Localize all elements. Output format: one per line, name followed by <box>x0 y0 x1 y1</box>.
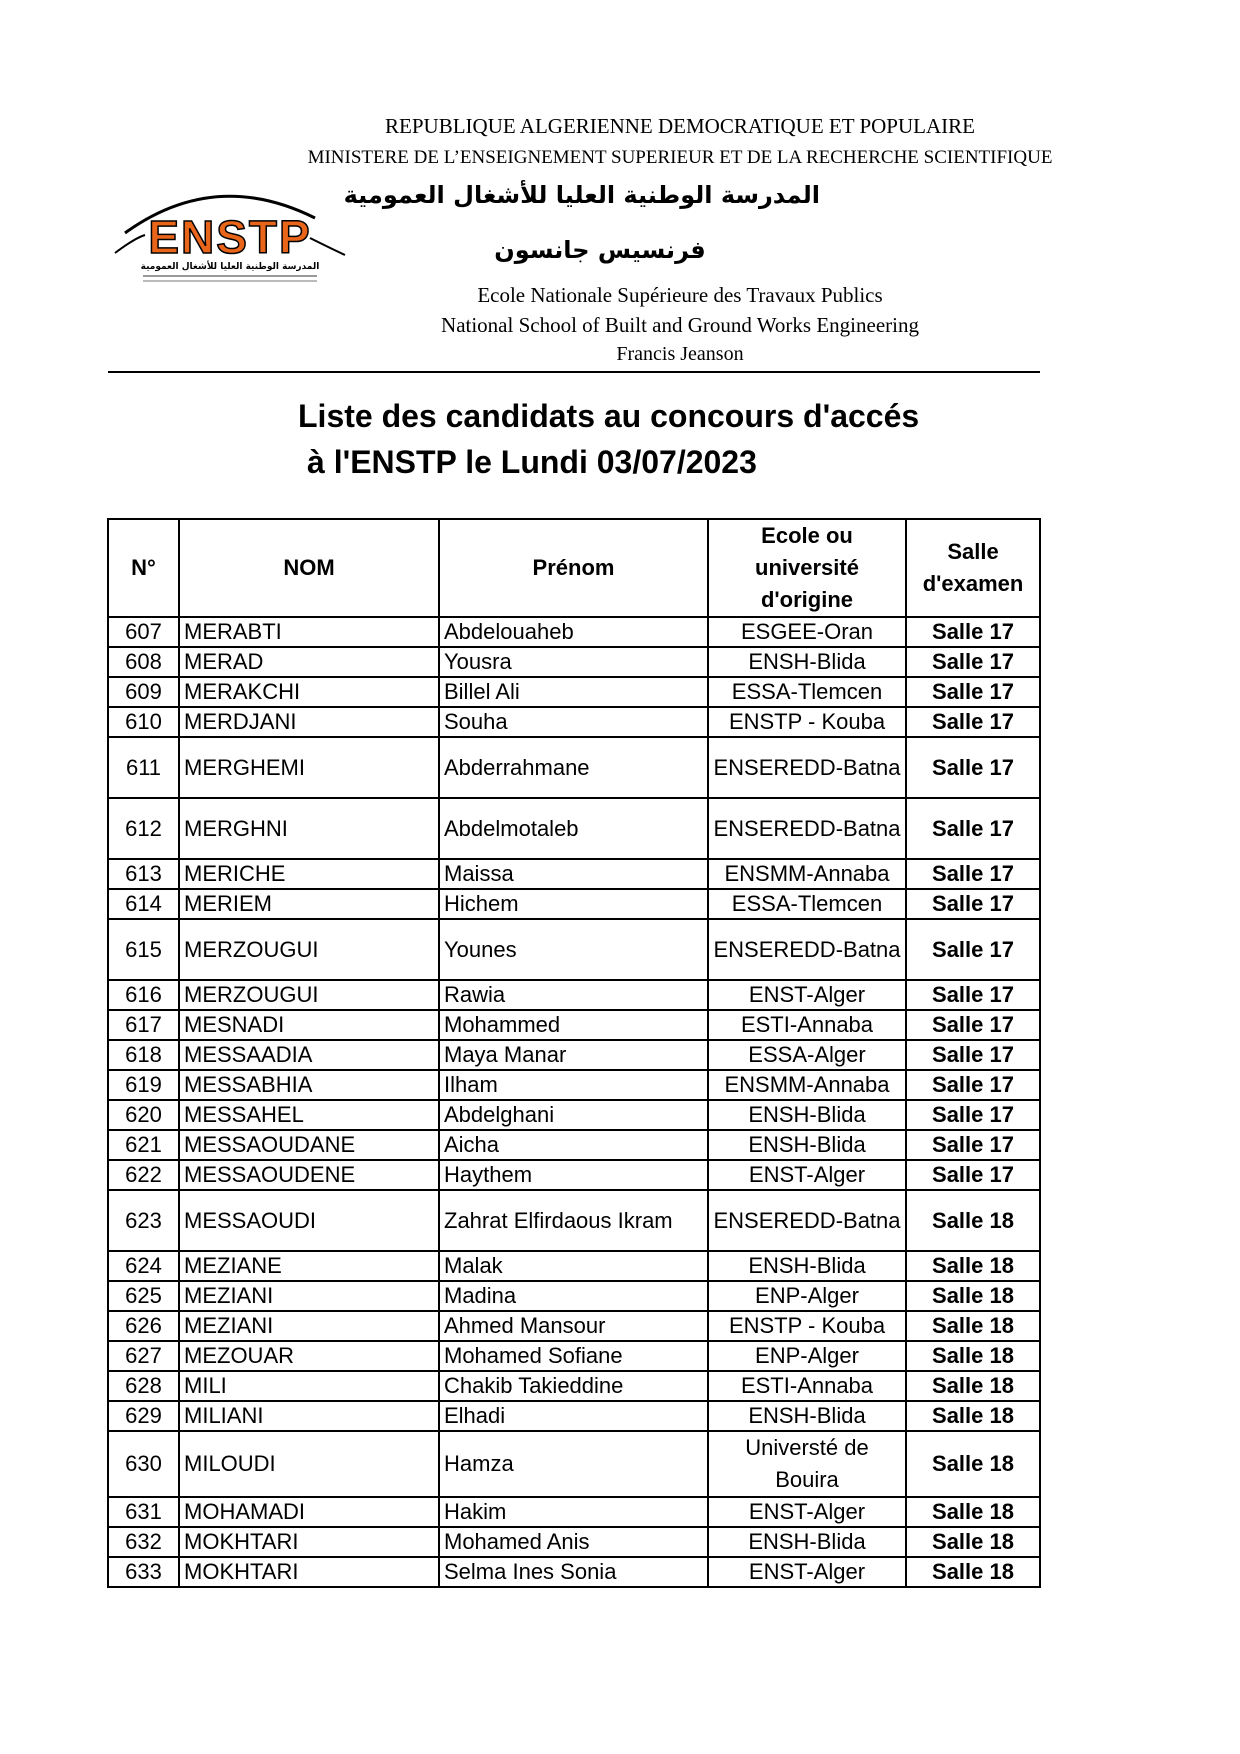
cell-nom: MERAD <box>179 647 439 677</box>
cell-prenom: Selma Ines Sonia <box>439 1557 708 1587</box>
cell-nom: MERABTI <box>179 617 439 647</box>
english-school-name: National School of Built and Ground Works Engineering <box>441 313 919 337</box>
cell-salle: Salle 17 <box>906 1070 1040 1100</box>
cell-salle: Salle 18 <box>906 1251 1040 1281</box>
cell-salle: Salle 18 <box>906 1311 1040 1341</box>
header-prenom: Prénom <box>439 519 708 617</box>
document-title-line2: à l'ENSTP le Lundi 03/07/2023 <box>307 444 757 480</box>
cell-salle: Salle 17 <box>906 617 1040 647</box>
cell-nom: MERGHNI <box>179 798 439 859</box>
table-row <box>108 707 1040 737</box>
cell-ecole: ENST-Alger <box>708 980 906 1010</box>
cell-num: 609 <box>108 677 179 707</box>
cell-ecole: ENST-Alger <box>708 1557 906 1587</box>
table-row <box>108 1160 1040 1190</box>
cell-ecole: ESTI-Annaba <box>708 1371 906 1401</box>
cell-num: 631 <box>108 1497 179 1527</box>
cell-nom: MOKHTARI <box>179 1557 439 1587</box>
cell-prenom: Aicha <box>439 1130 708 1160</box>
table-row <box>108 617 1040 647</box>
logo-wordmark: ENSTP <box>148 211 312 263</box>
cell-ecole: ENSTP - Kouba <box>708 1311 906 1341</box>
cell-salle: Salle 18 <box>906 1527 1040 1557</box>
candidates-table <box>107 518 1041 1588</box>
cell-salle: Salle 17 <box>906 798 1040 859</box>
cell-ecole: Universté de Bouira <box>708 1431 906 1497</box>
cell-num: 624 <box>108 1251 179 1281</box>
cell-prenom: Maya Manar <box>439 1040 708 1070</box>
cell-salle: Salle 18 <box>906 1281 1040 1311</box>
cell-nom: MESSAHEL <box>179 1100 439 1130</box>
cell-salle: Salle 18 <box>906 1190 1040 1251</box>
cell-prenom: Mohammed <box>439 1010 708 1040</box>
table-header-row <box>108 519 1040 617</box>
cell-num: 629 <box>108 1401 179 1431</box>
cell-nom: MILOUDI <box>179 1431 439 1497</box>
cell-num: 623 <box>108 1190 179 1251</box>
header-num: N° <box>108 519 179 617</box>
cell-num: 612 <box>108 798 179 859</box>
cell-ecole: ENP-Alger <box>708 1281 906 1311</box>
cell-nom: MOKHTARI <box>179 1527 439 1557</box>
logo-arabic-caption: المدرسة الوطنية العليا للأشغال العمومية <box>140 262 320 272</box>
cell-salle: Salle 18 <box>906 1371 1040 1401</box>
cell-num: 625 <box>108 1281 179 1311</box>
cell-nom: MESNADI <box>179 1010 439 1040</box>
cell-prenom: Elhadi <box>439 1401 708 1431</box>
cell-ecole: ENSEREDD-Batna <box>708 919 906 980</box>
table-row <box>108 919 1040 980</box>
header-divider <box>108 371 1040 373</box>
francis-jeanson-label: Francis Jeanson <box>616 343 744 365</box>
table-row <box>108 1557 1040 1587</box>
cell-prenom: Abdelouaheb <box>439 617 708 647</box>
cell-num: 626 <box>108 1311 179 1341</box>
cell-prenom: Younes <box>439 919 708 980</box>
table-row <box>108 1070 1040 1100</box>
cell-nom: MERICHE <box>179 859 439 889</box>
table-row <box>108 1040 1040 1070</box>
cell-nom: MERGHEMI <box>179 737 439 798</box>
cell-num: 617 <box>108 1010 179 1040</box>
cell-ecole: ENSH-Blida <box>708 1527 906 1557</box>
cell-salle: Salle 18 <box>906 1341 1040 1371</box>
table-row <box>108 1431 1040 1497</box>
cell-num: 633 <box>108 1557 179 1587</box>
cell-salle: Salle 17 <box>906 919 1040 980</box>
table-row <box>108 647 1040 677</box>
table-row <box>108 889 1040 919</box>
table-row <box>108 798 1040 859</box>
cell-ecole: ESSA-Tlemcen <box>708 889 906 919</box>
cell-prenom: Yousra <box>439 647 708 677</box>
table-row <box>108 1401 1040 1431</box>
cell-num: 630 <box>108 1431 179 1497</box>
cell-ecole: ENST-Alger <box>708 1497 906 1527</box>
cell-prenom: Hichem <box>439 889 708 919</box>
cell-prenom: Billel Ali <box>439 677 708 707</box>
header-nom: NOM <box>179 519 439 617</box>
cell-ecole: ESTI-Annaba <box>708 1010 906 1040</box>
table-row <box>108 980 1040 1010</box>
cell-num: 607 <box>108 617 179 647</box>
cell-nom: MESSAOUDENE <box>179 1160 439 1190</box>
cell-ecole: ENSEREDD-Batna <box>708 737 906 798</box>
cell-salle: Salle 17 <box>906 980 1040 1010</box>
table-row <box>108 1371 1040 1401</box>
cell-salle: Salle 17 <box>906 1100 1040 1130</box>
cell-prenom: Mohamed Sofiane <box>439 1341 708 1371</box>
cell-salle: Salle 17 <box>906 677 1040 707</box>
table-row <box>108 1100 1040 1130</box>
cell-prenom: Malak <box>439 1251 708 1281</box>
cell-prenom: Abdelghani <box>439 1100 708 1130</box>
cell-salle: Salle 17 <box>906 737 1040 798</box>
document-title-line1: Liste des candidats au concours d'accés <box>298 398 920 434</box>
ministry-heading: MINISTERE DE L’ENSEIGNEMENT SUPERIEUR ET DE LA RECHERCHE SCIENTIFIQUE <box>307 147 1053 168</box>
cell-salle: Salle 18 <box>906 1401 1040 1431</box>
table-row <box>108 737 1040 798</box>
cell-ecole: ENSH-Blida <box>708 647 906 677</box>
cell-num: 608 <box>108 647 179 677</box>
cell-num: 611 <box>108 737 179 798</box>
cell-ecole: ENSTP - Kouba <box>708 707 906 737</box>
cell-salle: Salle 17 <box>906 859 1040 889</box>
cell-num: 614 <box>108 889 179 919</box>
cell-nom: MILIANI <box>179 1401 439 1431</box>
cell-prenom: Rawia <box>439 980 708 1010</box>
cell-ecole: ENSH-Blida <box>708 1100 906 1130</box>
table-row <box>108 1341 1040 1371</box>
table-row <box>108 859 1040 889</box>
cell-prenom: Abdelmotaleb <box>439 798 708 859</box>
cell-prenom: Chakib Takieddine <box>439 1371 708 1401</box>
cell-salle: Salle 17 <box>906 1130 1040 1160</box>
arabic-francis-jeanson: فرنسيس جانسون <box>494 236 706 264</box>
cell-nom: MESSAOUDANE <box>179 1130 439 1160</box>
cell-prenom: Haythem <box>439 1160 708 1190</box>
table-row <box>108 1497 1040 1527</box>
header-ecole: Ecole ou université d'origine <box>708 519 906 617</box>
cell-salle: Salle 18 <box>906 1431 1040 1497</box>
cell-salle: Salle 17 <box>906 707 1040 737</box>
table-row <box>108 1311 1040 1341</box>
cell-num: 621 <box>108 1130 179 1160</box>
cell-prenom: Hamza <box>439 1431 708 1497</box>
cell-ecole: ENST-Alger <box>708 1160 906 1190</box>
cell-num: 613 <box>108 859 179 889</box>
cell-prenom: Hakim <box>439 1497 708 1527</box>
cell-ecole: ENSH-Blida <box>708 1251 906 1281</box>
cell-ecole: ENSEREDD-Batna <box>708 798 906 859</box>
cell-num: 616 <box>108 980 179 1010</box>
cell-num: 622 <box>108 1160 179 1190</box>
cell-prenom: Maissa <box>439 859 708 889</box>
cell-ecole: ENSH-Blida <box>708 1130 906 1160</box>
cell-nom: MESSABHIA <box>179 1070 439 1100</box>
arabic-school-name: المدرسة الوطنية العليا للأشغال العمومية <box>343 181 820 209</box>
cell-nom: MEZOUAR <box>179 1341 439 1371</box>
cell-nom: MERZOUGUI <box>179 919 439 980</box>
cell-num: 618 <box>108 1040 179 1070</box>
cell-num: 620 <box>108 1100 179 1130</box>
cell-nom: MESSAOUDI <box>179 1190 439 1251</box>
cell-num: 619 <box>108 1070 179 1100</box>
table-row <box>108 1010 1040 1040</box>
cell-nom: MEZIANI <box>179 1281 439 1311</box>
table-row <box>108 1281 1040 1311</box>
republic-heading: REPUBLIQUE ALGERIENNE DEMOCRATIQUE ET POPULAIRE <box>385 114 975 138</box>
cell-prenom: Ilham <box>439 1070 708 1100</box>
table-row <box>108 1527 1040 1557</box>
cell-num: 610 <box>108 707 179 737</box>
cell-nom: MEZIANE <box>179 1251 439 1281</box>
cell-salle: Salle 17 <box>906 1040 1040 1070</box>
cell-salle: Salle 18 <box>906 1557 1040 1587</box>
cell-num: 627 <box>108 1341 179 1371</box>
cell-num: 628 <box>108 1371 179 1401</box>
cell-prenom: Mohamed Anis <box>439 1527 708 1557</box>
cell-nom: MERDJANI <box>179 707 439 737</box>
cell-num: 615 <box>108 919 179 980</box>
cell-num: 632 <box>108 1527 179 1557</box>
cell-nom: MERIEM <box>179 889 439 919</box>
cell-prenom: Ahmed Mansour <box>439 1311 708 1341</box>
table-body <box>108 617 1040 1587</box>
cell-nom: MESSAADIA <box>179 1040 439 1070</box>
cell-salle: Salle 17 <box>906 647 1040 677</box>
table-row <box>108 1130 1040 1160</box>
cell-nom: MERZOUGUI <box>179 980 439 1010</box>
cell-ecole: ESSA-Tlemcen <box>708 677 906 707</box>
table-row <box>108 1190 1040 1251</box>
cell-ecole: ENSMM-Annaba <box>708 859 906 889</box>
table-row <box>108 1251 1040 1281</box>
cell-salle: Salle 17 <box>906 1160 1040 1190</box>
cell-prenom: Abderrahmane <box>439 737 708 798</box>
cell-ecole: ENP-Alger <box>708 1341 906 1371</box>
french-school-name: Ecole Nationale Supérieure des Travaux Publics <box>477 283 883 307</box>
cell-ecole: ENSH-Blida <box>708 1401 906 1431</box>
cell-ecole: ESSA-Alger <box>708 1040 906 1070</box>
cell-salle: Salle 17 <box>906 889 1040 919</box>
cell-nom: MEZIANI <box>179 1311 439 1341</box>
cell-nom: MERAKCHI <box>179 677 439 707</box>
cell-nom: MOHAMADI <box>179 1497 439 1527</box>
cell-salle: Salle 18 <box>906 1497 1040 1527</box>
enstp-logo <box>105 183 355 288</box>
cell-ecole: ENSMM-Annaba <box>708 1070 906 1100</box>
cell-ecole: ENSEREDD-Batna <box>708 1190 906 1251</box>
cell-nom: MILI <box>179 1371 439 1401</box>
cell-salle: Salle 17 <box>906 1010 1040 1040</box>
cell-prenom: Souha <box>439 707 708 737</box>
cell-prenom: Zahrat Elfirdaous Ikram <box>439 1190 708 1251</box>
cell-ecole: ESGEE-Oran <box>708 617 906 647</box>
header-salle: Salle d'examen <box>906 519 1040 617</box>
table-row <box>108 677 1040 707</box>
cell-prenom: Madina <box>439 1281 708 1311</box>
